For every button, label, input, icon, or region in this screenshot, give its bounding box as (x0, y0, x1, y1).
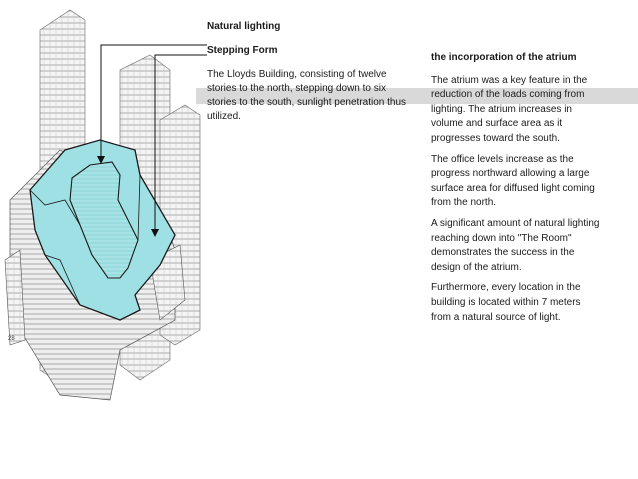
atrium-paragraph: The office levels increase as the progress northward allowing a large surface area for diffused light coming from the north. (431, 153, 595, 209)
natural-lighting-section (207, 20, 413, 124)
atrium-heading: the incorporation of the atrium (431, 52, 577, 63)
building-illustration (0, 0, 230, 479)
section-subheading: Stepping Form (207, 45, 278, 56)
atrium-paragraph: A significant amount of natural lighting reaching down into "The Room" demonstrates the success in the design of the atrium. (431, 217, 600, 273)
atrium-paragraph: Furthermore, every location in the building is located within 7 meters from a natural source of light. (431, 282, 581, 323)
figure-number: 28 (8, 336, 15, 342)
section-heading: Natural lighting (207, 21, 281, 32)
atrium-paragraph: The atrium was a key feature in the reduction of the loads coming from lighting. The atrium increases in volume and surface area as it progresses toward the south. (431, 74, 588, 144)
atrium-section (431, 51, 603, 331)
stepping-form-paragraph: The Lloyds Building, consisting of twelve stories to the north, stepping down to six stories to the south, sunlight penetration thus utilized. (207, 69, 407, 122)
